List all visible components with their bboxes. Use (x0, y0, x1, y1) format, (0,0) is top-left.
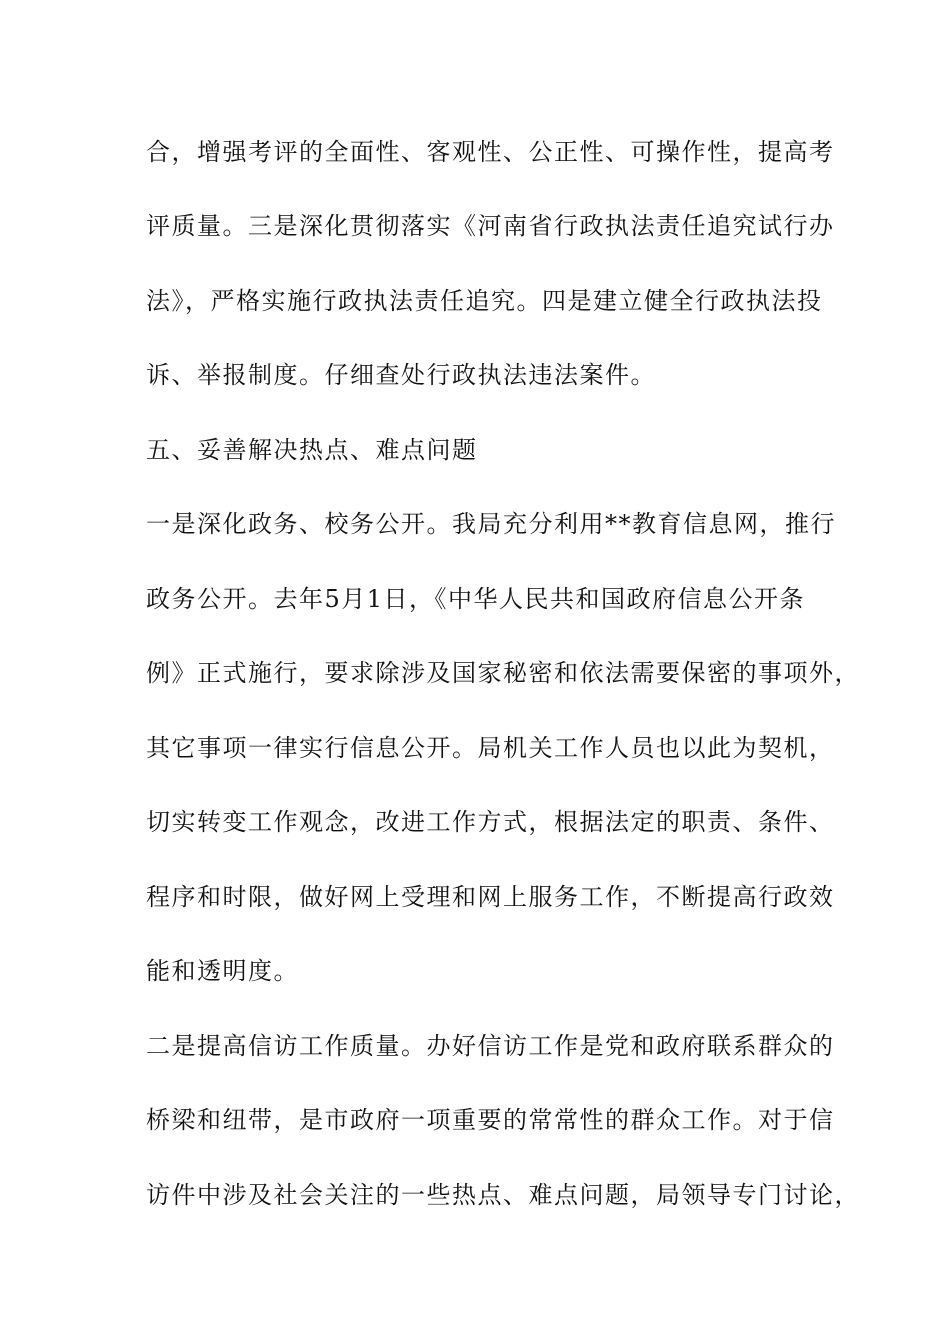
section-heading: 五、妥善解决热点、难点问题 (146, 436, 478, 464)
text-line: 一是深化政务、校务公开。我局充分利用**教育信息网，推行 (146, 510, 836, 538)
text-line: 合，增强考评的全面性、客观性、公正性、可操作性，提高考 (146, 138, 835, 166)
text-line: 评质量。三是深化贯彻落实《河南省行政执法责任追究试行办 (146, 212, 835, 240)
text-line: 二是提高信访工作质量。办好信访工作是党和政府联系群众的 (146, 1032, 835, 1060)
text-line: 切实转变工作观念，改进工作方式，根据法定的职责、条件、 (146, 808, 835, 836)
text-line: 其它事项一律实行信息公开。局机关工作人员也以此为契机， (146, 734, 835, 762)
text-line: 程序和时限，做好网上受理和网上服务工作，不断提高行政效 (146, 883, 835, 911)
text-line: 例》正式施行，要求除涉及国家秘密和依法需要保密的事项外， (146, 659, 860, 687)
text-line: 诉、举报制度。仔细查处行政执法违法案件。 (146, 361, 656, 389)
text-line: 法》，严格实施行政执法责任追究。四是建立健全行政执法投 (146, 287, 823, 315)
text-line: 能和透明度。 (146, 957, 299, 985)
text-line: 政务公开。去年5月1日，《中华人民共和国政府信息公开条 (146, 585, 806, 613)
text-line: 桥梁和纽带，是市政府一项重要的常常性的群众工作。对于信 (146, 1106, 835, 1134)
text-line: 访件中涉及社会关注的一些热点、难点问题，局领导专门讨论， (146, 1181, 860, 1209)
